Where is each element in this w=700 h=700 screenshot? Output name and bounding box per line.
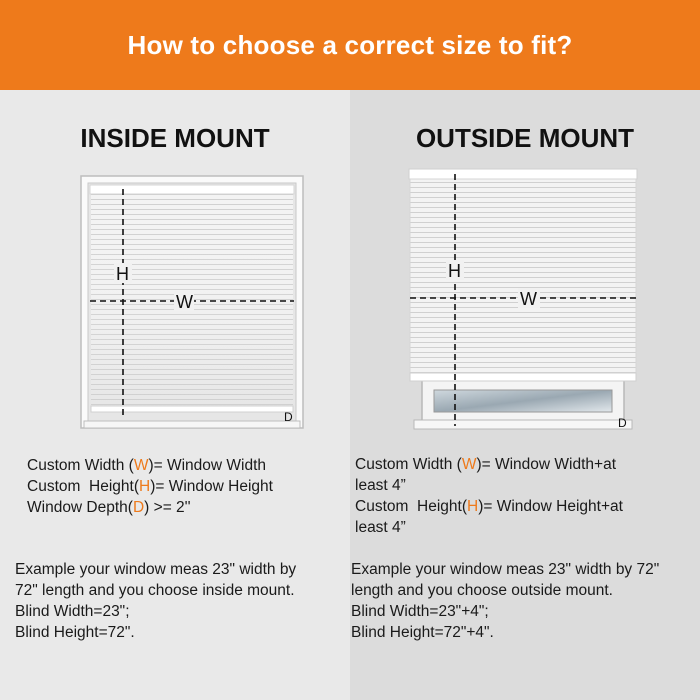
inside-example: [15, 559, 296, 643]
inside-mount-title: INSIDE MOUNT: [80, 123, 270, 153]
outside-example-line: length and you choose outside mount.: [351, 582, 613, 599]
outside-spec-height-note: least 4”: [355, 519, 406, 536]
outside-example-line: Example your window meas 23" width by 72": [351, 561, 660, 578]
header-banner: [0, 0, 700, 90]
inside-spec-depth: Window Depth(D) >= 2'': [27, 499, 191, 516]
inside-h-label: H: [116, 264, 129, 284]
outside-dimension-labels: [408, 168, 638, 433]
outside-spec-height: Custom Height(H)= Window Height+at: [355, 498, 623, 515]
inside-example-line: Example your window meas 23" width by: [15, 561, 297, 578]
outside-h-label: H: [448, 261, 461, 281]
inside-w-label: W: [176, 292, 193, 312]
outside-mount-title: OUTSIDE MOUNT: [415, 123, 635, 153]
outside-mount-panel: [350, 90, 700, 700]
inside-example-line: Blind Height=72".: [15, 624, 135, 641]
inside-mount-panel: [0, 90, 350, 700]
outside-d-label: D: [618, 416, 627, 430]
inside-spec-width: Custom Width (W)= Window Width: [27, 457, 267, 474]
outside-example: [351, 559, 659, 643]
inside-d-label: D: [284, 410, 293, 424]
outside-spec-width: Custom Width (W)= Window Width+at: [355, 456, 617, 473]
inside-dimension-labels: [80, 175, 305, 430]
inside-example-line: Blind Width=23";: [15, 603, 130, 620]
outside-spec-width-note: least 4”: [355, 477, 406, 494]
outside-example-line: Blind Width=23"+4";: [351, 603, 489, 620]
inside-example-line: 72" length and you choose inside mount.: [15, 582, 295, 599]
outside-w-label: W: [520, 289, 537, 309]
inside-specs: [27, 455, 273, 518]
outside-example-line: Blind Height=72"+4".: [351, 624, 494, 641]
inside-spec-height: Custom Height(H)= Window Height: [27, 478, 273, 495]
page-title: How to choose a correct size to fit?: [127, 29, 573, 60]
outside-specs: [355, 454, 623, 538]
